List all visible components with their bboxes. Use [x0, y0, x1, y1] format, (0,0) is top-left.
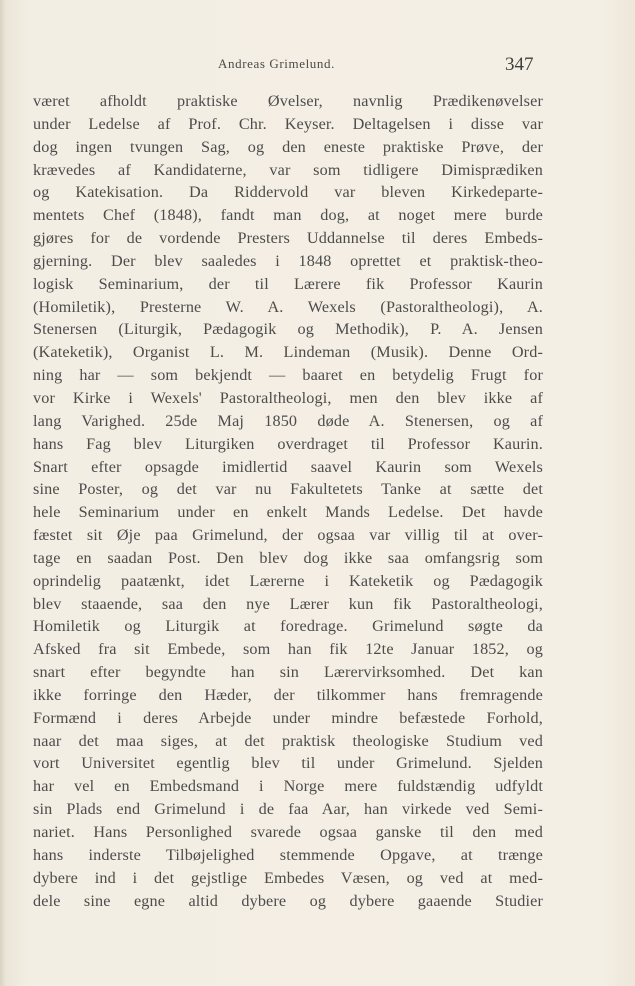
text-line: blev staaende, saa den nye Lærer kun fik Pastoraltheologi,: [33, 594, 543, 613]
text-line: Homiletik og Liturgik at foredrage. Grimelund søgte da: [33, 617, 543, 636]
text-line: dybere ind i det gejstlige Embedes Væsen, og ved at med-: [33, 868, 543, 887]
text-line: vor Kirke i Wexels' Pastoraltheologi, men den blev ikke af: [33, 388, 543, 407]
text-line: nariet. Hans Personlighed svarede ogsaa ganske til den med: [33, 823, 543, 841]
text-line: været afholdt praktiske Øvelser, navnlig Prædikenøvelser: [33, 92, 543, 110]
text-line: fæstet sit Øje paa Grimelund, der ogsaa var villig til at over-: [33, 526, 543, 545]
text-line: hans Fag blev Liturgiken overdraget til Professor Kaurin.: [33, 434, 543, 453]
page-header: [0, 54, 635, 82]
text-line: (Kateketik), Organist L. M. Lindeman (Musik). Denne Ord-: [33, 343, 543, 362]
text-line: hele Seminarium under en enkelt Mands Ledelse. Det havde: [33, 503, 543, 522]
text-line: mentets Chef (1848), fandt man dog, at noget mere burde: [33, 206, 543, 225]
text-line: Formænd i deres Arbejde under mindre befæstede Forhold,: [33, 708, 543, 727]
text-line: Snart efter opsagde imidlertid saavel Kaurin som Wexels: [33, 457, 543, 476]
text-line: ikke forringe den Hæder, der tilkommer hans fremragende: [33, 685, 543, 704]
text-line: dele sine egne altid dybere og dybere gaaende Studier: [33, 891, 543, 910]
body-text: [33, 90, 543, 912]
text-line: ning har — som bekjendt — baaret en betydelig Frugt for: [33, 366, 543, 385]
page-edge-shadow: [0, 0, 6, 986]
text-line: oprindelig paatænkt, idet Lærerne i Kateketik og Pædagogik: [33, 571, 543, 590]
text-line: vort Universitet egentlig blev til under Grimelund. Sjelden: [33, 754, 543, 773]
running-head: Andreas Grimelund.: [218, 56, 335, 71]
text-line: (Homiletik), Presterne W. A. Wexels (Pastoraltheologi), A.: [33, 297, 543, 316]
text-line: sine Poster, og det var nu Fakultetets Tanke at sætte det: [33, 480, 543, 499]
text-line: hans inderste Tilbøjelighed stemmende Opgave, at trænge: [33, 845, 543, 864]
text-line: har vel en Embedsmand i Norge mere fuldstændig udfyldt: [33, 777, 543, 796]
text-line: og Katekisation. Da Riddervold var bleven Kirkedeparte-: [33, 183, 543, 202]
text-line: gjøres for de vordende Presters Uddannelse til deres Embeds-: [33, 229, 543, 248]
text-line: snart efter begyndte han sin Lærervirksomhed. Det kan: [33, 663, 543, 682]
text-line: tage en saadan Post. Den blev dog ikke saa omfangsrig som: [33, 548, 543, 567]
page-number: 347: [505, 54, 534, 75]
text-line: under Ledelse af Prof. Chr. Keyser. Deltagelsen i disse var: [33, 114, 543, 133]
text-line: krævedes af Kandidaterne, var som tidligere Dimisprædiken: [33, 160, 543, 179]
text-line: Stenersen (Liturgik, Pædagogik og Methodik), P. A. Jensen: [33, 320, 543, 339]
text-line: Afsked fra sit Embede, som han fik 12te Januar 1852, og: [33, 640, 543, 659]
text-line: lang Varighed. 25de Maj 1850 døde A. Stenersen, og af: [33, 411, 543, 430]
text-line: naar det maa siges, at det praktisk theologiske Studium ved: [33, 731, 543, 750]
text-line: gjerning. Der blev saaledes i 1848 oprettet et praktisk-theo-: [33, 251, 543, 270]
text-line: logisk Seminarium, der til Lærere fik Professor Kaurin: [33, 274, 543, 293]
text-line: sin Plads end Grimelund i de faa Aar, han virkede ved Semi-: [33, 800, 543, 819]
text-line: dog ingen tvungen Sag, og den eneste praktiske Prøve, der: [33, 137, 543, 156]
